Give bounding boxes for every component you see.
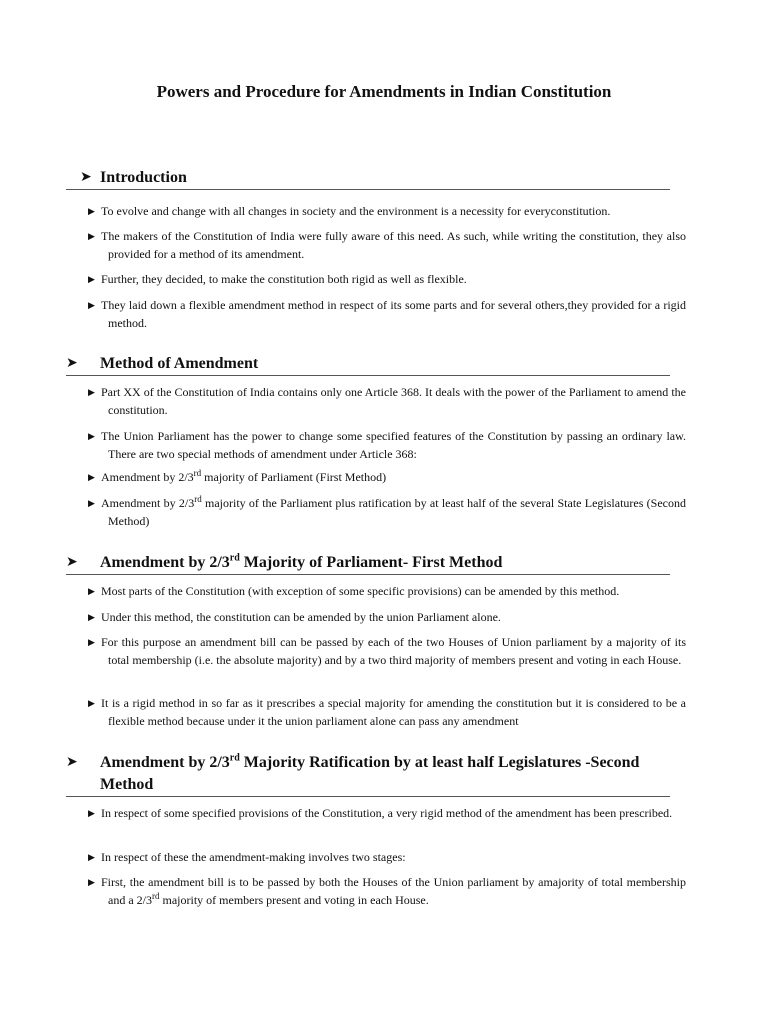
triangle-bullet-icon: ▶ — [88, 274, 95, 284]
list-item-text: In respect of some specified provisions of the Constitution, a very rigid method of the amendment has been prescribed. — [101, 806, 673, 820]
list-item-text: Amendment by 2/3rd majority of Parliament (First Method) — [101, 468, 387, 484]
arrow-bullet-icon: ➤ — [80, 170, 92, 185]
triangle-bullet-icon: ▶ — [88, 612, 95, 622]
list-item-text: Amendment by 2/3rd majority of the Parliament plus ratification by at least half of the several State Legislatures (Second Method) — [101, 494, 686, 528]
triangle-bullet-icon: ▶ — [88, 206, 95, 216]
list-item — [88, 494, 686, 530]
list-item — [88, 383, 686, 419]
section-heading-text: Method of Amendment — [100, 355, 259, 372]
list-item-text: First, the amendment bill is to be passed by both the Houses of the Union parliament by amajority of total membership and a 2/3rd majority of members present and voting in each House. — [101, 875, 686, 907]
arrow-bullet-icon: ➤ — [66, 356, 78, 371]
list-item-text: For this purpose an amendment bill can be passed by each of the two Houses of Union parliament by a majority of its total membership (i.e. the absolute majority) and by a two third majority of members present and voting in each House. — [101, 635, 686, 667]
triangle-bullet-icon: ▶ — [88, 852, 95, 862]
section-heading-first-method — [66, 552, 670, 575]
triangle-bullet-icon: ▶ — [88, 877, 95, 887]
list-item — [88, 582, 686, 600]
list-item — [88, 633, 686, 669]
list-item-text: They laid down a flexible amendment method in respect of its some parts and for several others,they provided for a rigid method. — [101, 298, 686, 330]
triangle-bullet-icon: ▶ — [88, 637, 95, 647]
list-item-text: Further, they decided, to make the constitution both rigid as well as flexible. — [101, 272, 467, 286]
list-item — [88, 848, 686, 866]
triangle-bullet-icon: ▶ — [88, 431, 95, 441]
triangle-bullet-icon: ▶ — [88, 300, 95, 310]
section-heading-text: Introduction — [100, 169, 187, 186]
list-item — [88, 873, 686, 909]
list-item-text: The Union Parliament has the power to change some specified features of the Constitution by passing an ordinary law. There are two special methods of amendment under Article 368: — [101, 429, 686, 461]
list-item — [88, 296, 686, 332]
list-item-text: Under this method, the constitution can be amended by the union Parliament alone. — [101, 610, 501, 624]
list-item-text: The makers of the Constitution of India were fully aware of this need. As such, while writing the constitution, they also provided for a method of its amendment. — [101, 229, 686, 261]
section-heading-method-of-amendment — [66, 353, 670, 376]
list-item-text: Most parts of the Constitution (with exception of some specific provisions) can be amended by this method. — [101, 584, 620, 598]
section-heading-text: Amendment by 2/3rd Majority Ratification by at least half Legislatures -Second Method — [100, 752, 640, 793]
triangle-bullet-icon: ▶ — [88, 698, 95, 708]
triangle-bullet-icon: ▶ — [88, 498, 95, 508]
page-title: Powers and Procedure for Amendments in Indian Constitution — [156, 82, 612, 101]
section-heading-text: Amendment by 2/3rd Majority of Parliament- First Method — [100, 552, 503, 571]
list-item-text: In respect of these the amendment-making involves two stages: — [101, 850, 406, 864]
list-item-text: Part XX of the Constitution of India contains only one Article 368. It deals with the power of the Parliament to amend the constitution. — [101, 385, 686, 417]
list-item — [88, 608, 686, 626]
list-item — [88, 804, 686, 822]
list-item — [88, 202, 686, 220]
section-heading-introduction — [66, 167, 670, 190]
triangle-bullet-icon: ▶ — [88, 808, 95, 818]
list-item — [88, 427, 686, 463]
list-item — [88, 270, 686, 288]
arrow-bullet-icon: ➤ — [66, 555, 78, 570]
triangle-bullet-icon: ▶ — [88, 586, 95, 596]
triangle-bullet-icon: ▶ — [88, 472, 95, 482]
list-item — [88, 694, 686, 730]
triangle-bullet-icon: ▶ — [88, 231, 95, 241]
list-item — [88, 227, 686, 263]
triangle-bullet-icon: ▶ — [88, 387, 95, 397]
arrow-bullet-icon: ➤ — [66, 755, 78, 770]
list-item-text: To evolve and change with all changes in society and the environment is a necessity for everyconstitution. — [101, 204, 611, 218]
section-heading-second-method — [66, 752, 670, 797]
list-item — [88, 468, 686, 486]
list-item-text: It is a rigid method in so far as it prescribes a special majority for amending the constitution but it is considered to be a flexible method because under it the union parliament alone can pass any amendment — [101, 696, 686, 728]
